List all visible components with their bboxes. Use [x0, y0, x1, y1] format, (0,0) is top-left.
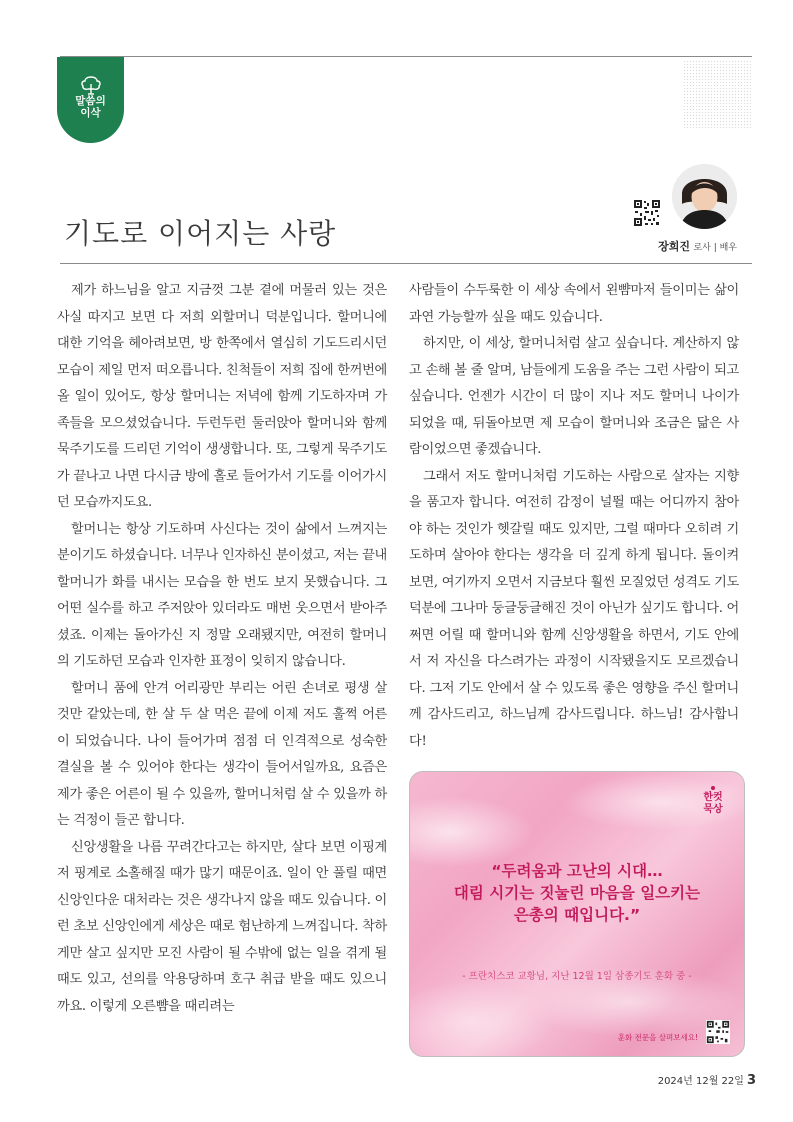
paragraph: 하지만, 이 세상, 할머니처럼 살고 싶습니다. 계산하지 않고 손해 볼 줄 알며, 남들에게 도움을 주는 그런 사람이 되고 싶습니다. 언젠가 시간이 더 많이 지나 저도 할머니 나이가 되었을 때, 뒤돌아보면 제 모습이 할머니와 조금은 닮은 사람이었으면 좋겠습니다. [409, 336, 739, 457]
author-photo [672, 164, 737, 229]
paragraph: 신앙생활을 나름 꾸려간다고는 하지만, 살다 보면 이핑계 저 핑계로 소홀해질 때가 많기 때문이죠. 일이 안 풀릴 때면 신앙인다운 대처라는 것은 생각나지 않을 때도 있습니다. 이런 초보 신앙인에게 세상은 때로 험난하게 느껴집니다. 착하게만 살고 싶지만 모진 사람이 될 수밖에 없는 일을 겪게 될 때도 있고, 선의를 악용당하며 호구 취급 받을 때도 있으니까요. 이렇게 오른뺨을 때리려는 [57, 839, 387, 1014]
title-divider [60, 263, 752, 264]
article-title: 기도로 이어지는 사랑 [64, 217, 337, 250]
column-left [57, 278, 387, 1020]
quote-line-1: “두려움과 고난의 시대… [491, 862, 663, 880]
paragraph: 할머니는 항상 기도하며 사신다는 것이 삶에서 느껴지는 분이기도 하셨습니다. 너무나 인자하신 분이셨고, 저는 끝내 할머니가 화를 내시는 모습을 한 번도 보지 못했습니다. 그 어떤 실수를 하고 주저앉아 있더라도 매번 웃으면서 받아주셨죠. 이제는 돌아가신 지 정말 오래됐지만, 여전히 할머니의 기도하던 모습과 인자한 표정이 잊히지 않습니다. [57, 521, 387, 669]
issue-date: 2024년 12월 22일 [657, 1076, 744, 1087]
section-badge [57, 57, 124, 143]
author-role: 로사 | 배우 [693, 243, 737, 253]
qr-code-icon[interactable] [633, 199, 661, 227]
paragraph: 제가 하느님을 알고 지금껏 그분 곁에 머물러 있는 것은 사실 따지고 보면 다 저희 외할머니 덕분입니다. 할머니에 대한 기억을 헤아려보면, 방 한쪽에서 열심히 기도드리시던 모습이 제일 먼저 떠오릅니다. 친척들이 저희 집에 한꺼번에 올 일이 있어도, 항상 할머니는 저녁에 함께 기도하자며 가족들을 모으셨었습니다. 두런두런 둘러앉아 할머니와 함께 묵주기도를 드리던 기억이 생생합니다. 또, 그렇게 묵주기도가 끝나고 나면 다시금 방에 홀로 들어가서 기도를 이어가시던 모습까지도요. [57, 283, 387, 510]
column-right [409, 278, 739, 755]
quote-line-3: 은총의 때입니다.” [513, 906, 641, 924]
paragraph: 그래서 저도 할머니처럼 기도하는 사람으로 살자는 지향을 품고자 합니다. 여전히 감정이 널뛸 때는 어디까지 참아야 하는 것인가 헷갈릴 때도 있지만, 그럴 때마다 오히려 기도하며 살아야 한다는 생각을 더 깊게 하게 됩니다. 돌이켜보면, 여기까지 오면서 지금보다 훨씬 모질었던 성격도 기도 덕분에 그나마 둥글둥글해진 것이 아닌가 싶기도 합니다. 어쩌면 어릴 때 할머니와 함께 신앙생활을 하면서, 기도 안에서 저 자신을 다스려가는 과정이 시작됐을지도 모르겠습니다. 그저 기도 안에서 살 수 있도록 좋은 영향을 주신 할머니께 감사드리고, 하느님께 감사드립니다. 하느님! 감사합니다! [409, 468, 739, 749]
tree-icon [79, 75, 103, 95]
badge-line-2: 이삭 [80, 107, 101, 119]
tag-line-1: 한컷 [703, 792, 723, 803]
qr-cta-text: 훈화 전문을 살펴보세요! [617, 1033, 698, 1042]
badge-line-1: 말씀의 [75, 95, 106, 107]
paragraph: 사람들이 수두룩한 이 세상 속에서 왼뺨마저 들이미는 삶이 과연 가능할까 싶을 때도 있습니다. [409, 283, 739, 325]
quote-source: - 프란치스코 교황님, 지난 12월 1일 삼종기도 훈화 중 - [462, 971, 692, 982]
top-rule [60, 56, 752, 57]
meditation-quote [410, 860, 744, 926]
author-byline [625, 238, 737, 254]
page-number: 3 [746, 1073, 756, 1088]
corner-halftone [683, 60, 752, 130]
tag-line-2: 묵상 [703, 804, 723, 815]
page-footer [658, 1072, 756, 1088]
meditation-card [409, 771, 745, 1057]
dot-icon [711, 786, 715, 790]
author-name: 장희진 [658, 240, 690, 253]
qr-code-icon[interactable] [706, 1020, 730, 1044]
quote-line-2: 대림 시기는 짓눌린 마음을 일으키는 [453, 884, 701, 902]
paragraph: 할머니 품에 안겨 어리광만 부리는 어린 손녀로 평생 살 것만 같았는데, 한 살 두 살 먹은 끝에 이제 저도 훌쩍 어른이 되었습니다. 나이 들어가며 점점 더 인격적으로 성숙한 결실을 볼 수 있어야 한다는 생각이 들어서일까요, 요즘은 제가 좋은 어른이 될 수 있을까, 할머니처럼 살 수 있을까 하는 걱정이 들곤 합니다. [57, 680, 387, 828]
meditation-tag [702, 786, 724, 816]
